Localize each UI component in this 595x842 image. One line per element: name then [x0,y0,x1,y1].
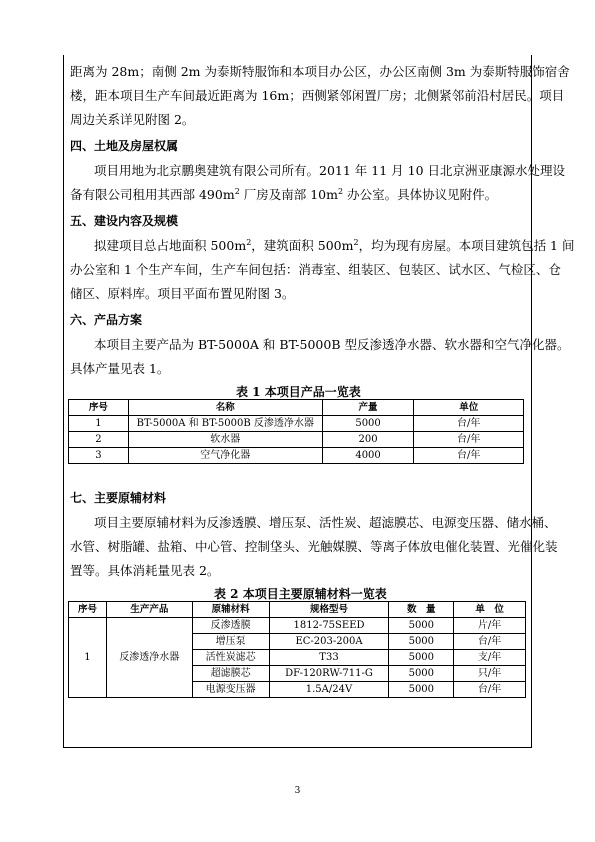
para-line [94,237,575,254]
section-heading: 六、产品方案 [70,313,143,327]
para-line: 楼，距本项目生产车间最近距离为 16m；西侧紧邻闲置厂房；北侧紧邻前沿村居民。项目 [70,88,565,103]
group-number-cell: 1 [69,618,107,698]
group-product-cell: 反渗透净水器 [106,618,192,698]
table-cell: 超滤膜芯 [192,666,269,682]
table-cell: 片/年 [454,618,526,634]
table-cell: 5000 [389,682,454,698]
table-cell: 电源变压器 [192,682,269,698]
para-line: 周边关系详见附图 2。 [70,112,195,127]
table-header-row [69,400,524,416]
table-cell: 增压泵 [192,634,269,650]
para-line: 具体产量见表 1。 [70,361,170,376]
section-heading: 四、土地及房屋权属 [70,139,179,153]
header-cell: 序号 [69,602,107,618]
table-cell: 活性炭滤芯 [192,650,269,666]
header-cell: 生产产品 [106,602,192,618]
superscript: 2 [246,237,252,247]
header-cell: 名称 [128,400,322,416]
table-row [69,416,524,432]
table-cell: 1812-75SEED [269,618,389,634]
header-cell: 单 位 [454,602,526,618]
text-run: ，建筑面积 500m [251,238,354,253]
para-line: 水管、树脂罐、盐箱、中心管、控制垡头、光触媒膜、等离子体放电催化装置、光催化装 [70,539,558,554]
table-caption: 表 1 本项目产品一览表 [236,385,361,399]
table-cell: 软水器 [128,432,322,448]
para-line: 储区、原料库。项目平面布置见附图 3。 [70,286,295,301]
header-cell: 规格型号 [269,602,389,618]
page-number: 3 [294,786,301,796]
materials-table [68,601,526,698]
table-row [69,448,524,464]
para-line: 本项目主要产品为 BT-5000A 和 BT-5000B 型反渗透净水器、软水器和空气净化器。 [94,337,570,352]
header-cell: 数 量 [389,602,454,618]
para-line [70,187,526,203]
para-line: 距离为 28m；南侧 2m 为泰斯特服饰和本项目办公区，办公区南侧 3m 为泰斯特服饰宿舍 [70,64,570,79]
table-cell: 200 [322,432,414,448]
para-line: 置等。具体消耗量见表 2。 [70,563,220,578]
superscript: 2 [353,237,359,247]
table-cell: DF-120RW-711-G [269,666,389,682]
table-cell: 台/年 [414,416,524,432]
text-run: 拟建项目总占地面积 500m [94,238,247,253]
table-cell: 4000 [322,448,414,464]
table-cell: 5000 [389,634,454,650]
table-header-row [69,602,526,618]
superscript: 2 [234,186,240,196]
header-cell: 单位 [414,400,524,416]
text-run: 厂房及南部 10m [239,187,338,202]
header-cell: 原辅材料 [192,602,269,618]
para-line: 项目用地为北京鹏奥建筑有限公司所有。2011 年 11 月 10 日北京洲亚康源水处理设 [94,163,565,178]
table-cell: 空气净化器 [128,448,322,464]
product-table [68,399,524,464]
table-row [69,618,526,634]
header-cell: 产量 [322,400,414,416]
table-cell: 台/年 [454,682,526,698]
table-cell: 5000 [389,650,454,666]
table-caption: 表 2 本项目主要原辅材料一览表 [214,587,387,601]
section-heading: 七、主要原辅材料 [70,491,167,505]
text-run: ，均为现有房屋。本项目建筑包括 1 间 [358,238,575,253]
table-cell: 支/年 [454,650,526,666]
table-cell: 3 [69,448,129,464]
table-cell: T33 [269,650,389,666]
table-cell: EC-203-200A [269,634,389,650]
table-cell: 5000 [322,416,414,432]
section-heading: 五、建设内容及规模 [70,214,179,228]
table-cell: 1 [69,416,129,432]
table-cell: 1.5A/24V [269,682,389,698]
table-cell: 5000 [389,618,454,634]
table-cell: 5000 [389,666,454,682]
table-cell: 台/年 [414,448,524,464]
para-line: 办公室和 1 个生产车间，生产车间包括：消毒室、组装区、包装区、试水区、气检区、仓 [70,262,561,277]
text-run: 办公室。具体协议见附件。 [343,187,498,202]
table-row [69,432,524,448]
header-cell: 序号 [69,400,129,416]
text-run: 备有限公司租用其西部 490m [70,187,235,202]
table-cell: 2 [69,432,129,448]
table-cell: 台/年 [454,634,526,650]
table-cell: 反渗透膜 [192,618,269,634]
table-cell: BT-5000A 和 BT-5000B 反渗透净水器 [128,416,322,432]
table-cell: 台/年 [414,432,524,448]
para-line: 项目主要原辅材料为反渗透膜、增压泵、活性炭、超滤膜芯、电源变压器、储水桶、 [94,515,557,530]
superscript: 2 [338,186,344,196]
table-cell: 只/年 [454,666,526,682]
